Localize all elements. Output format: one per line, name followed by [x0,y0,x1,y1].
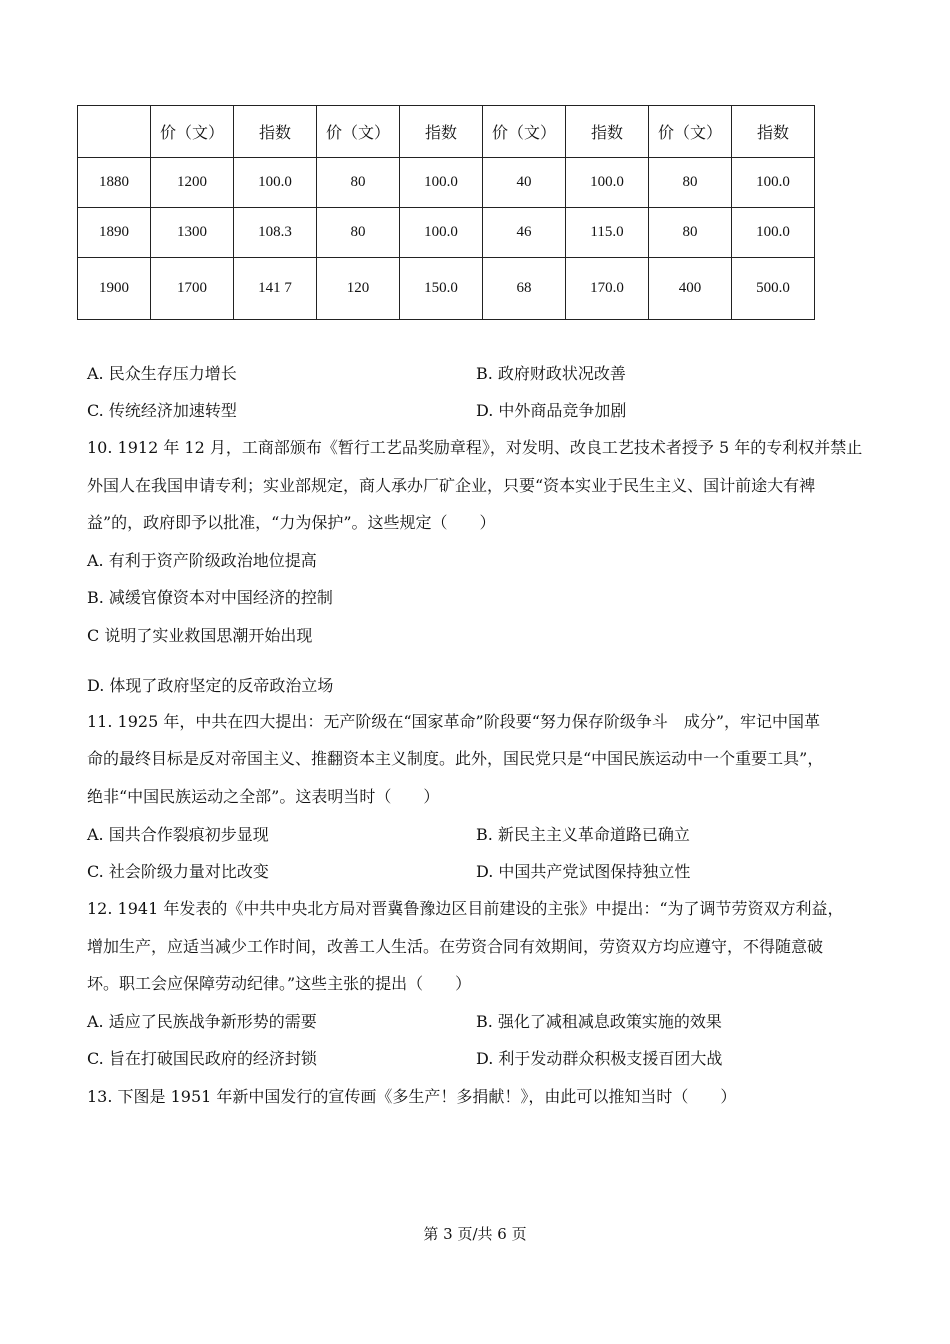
q12-option-c[interactable]: C. 旨在打破国民政府的经济封锁 [87,1049,317,1068]
table-header-cell: 指数 [234,106,317,158]
table-cell: 115.0 [566,208,649,258]
table-cell: 400 [649,258,732,320]
q11-stem-line: 11. 1925 年，中共在四大提出：无产阶级在“国家革命”阶段要“努力保存阶级争斗 成分”，牢记中国革 [87,712,821,731]
table-cell: 170.0 [566,258,649,320]
table-cell: 100.0 [566,158,649,208]
table-header-cell: 指数 [566,106,649,158]
q9-option-c[interactable]: C. 传统经济加速转型 [87,401,237,420]
q10-option-b[interactable]: B. 减缓官僚资本对中国经济的控制 [87,588,333,607]
table-cell: 1900 [78,258,151,320]
q10-option-d[interactable]: D. 体现了政府坚定的反帝政治立场 [87,676,334,695]
table-row [78,258,815,320]
q9-option-a[interactable]: A. 民众生存压力增长 [87,364,237,383]
q10-stem-line: 外国人在我国申请专利；实业部规定，商人承办厂矿企业，只要“资本实业于民生主义、国计前途大有裨 [87,476,816,495]
q11-option-b[interactable]: B. 新民主主义革命道路已确立 [476,825,690,844]
table-header-cell: 价（文） [151,106,234,158]
q12-stem-line: 12. 1941 年发表的《中共中央北方局对晋冀鲁豫边区目前建设的主张》中提出：“为了调节劳资双方利益， [87,899,844,918]
q12-option-d[interactable]: D. 利于发动群众积极支援百团大战 [476,1049,723,1068]
table-cell: 500.0 [732,258,815,320]
table-header-cell: 价（文） [649,106,732,158]
table-cell: 120 [317,258,400,320]
table-row [78,208,815,258]
table-cell: 108.3 [234,208,317,258]
q10-option-c[interactable]: C 说明了实业救国思潮开始出现 [87,626,313,645]
table-cell: 100.0 [234,158,317,208]
q9-option-b[interactable]: B. 政府财政状况改善 [476,364,626,383]
q12-option-b[interactable]: B. 强化了减租减息政策实施的效果 [476,1012,722,1031]
table-cell: 40 [483,158,566,208]
table-row [78,158,815,208]
table-cell: 150.0 [400,258,483,320]
table-cell: 80 [317,208,400,258]
price-index-table [77,105,815,320]
table-header-cell: 指数 [400,106,483,158]
table-cell: 1200 [151,158,234,208]
table-cell: 1300 [151,208,234,258]
table-cell: 80 [649,158,732,208]
table-cell: 141 7 [234,258,317,320]
table-header-cell: 价（文） [483,106,566,158]
q11-stem-line: 绝非“中国民族运动之全部”。这表明当时（ ） [87,787,440,806]
table-header-cell: 价（文） [317,106,400,158]
table-cell: 100.0 [732,208,815,258]
q10-stem-line: 10. 1912 年 12 月，工商部颁布《暂行工艺品奖励章程》，对发明、改良工艺技术者授予 5 年的专利权并禁止 [87,438,863,457]
table-header-cell: 指数 [732,106,815,158]
q12-stem-line: 坏。职工会应保障劳动纪律。”这些主张的提出（ ） [87,974,472,993]
table-cell: 46 [483,208,566,258]
q12-option-a[interactable]: A. 适应了民族战争新形势的需要 [87,1012,317,1031]
q11-stem-line: 命的最终目标是反对帝国主义、推翻资本主义制度。此外，国民党只是“中国民族运动中一个重要工具”， [87,749,824,768]
table-cell: 100.0 [732,158,815,208]
q12-stem-line: 增加生产，应适当减少工作时间，改善工人生活。在劳资合同有效期间，劳资双方均应遵守，不得随意破 [87,937,824,956]
q10-option-a[interactable]: A. 有利于资产阶级政治地位提高 [87,551,317,570]
q11-option-a[interactable]: A. 国共合作裂痕初步显现 [87,825,269,844]
q10-stem-line: 益”的，政府即予以批准，“力为保护”。这些规定（ ） [87,513,496,532]
page-footer: 第 3 页/共 6 页 [423,1225,527,1243]
table-cell: 80 [649,208,732,258]
table-cell: 1880 [78,158,151,208]
q9-option-d[interactable]: D. 中外商品竞争加剧 [476,401,627,420]
table-cell: 100.0 [400,158,483,208]
q13-stem-line: 13. 下图是 1951 年新中国发行的宣传画《多生产！多捐献！》，由此可以推知当时（ ） [87,1087,737,1106]
table-header-cell [78,106,151,158]
table-cell: 80 [317,158,400,208]
q11-option-d[interactable]: D. 中国共产党试图保持独立性 [476,862,691,881]
table-header-row [78,106,815,158]
q11-option-c[interactable]: C. 社会阶级力量对比改变 [87,862,269,881]
table-cell: 68 [483,258,566,320]
table-cell: 100.0 [400,208,483,258]
table-cell: 1700 [151,258,234,320]
table-cell: 1890 [78,208,151,258]
